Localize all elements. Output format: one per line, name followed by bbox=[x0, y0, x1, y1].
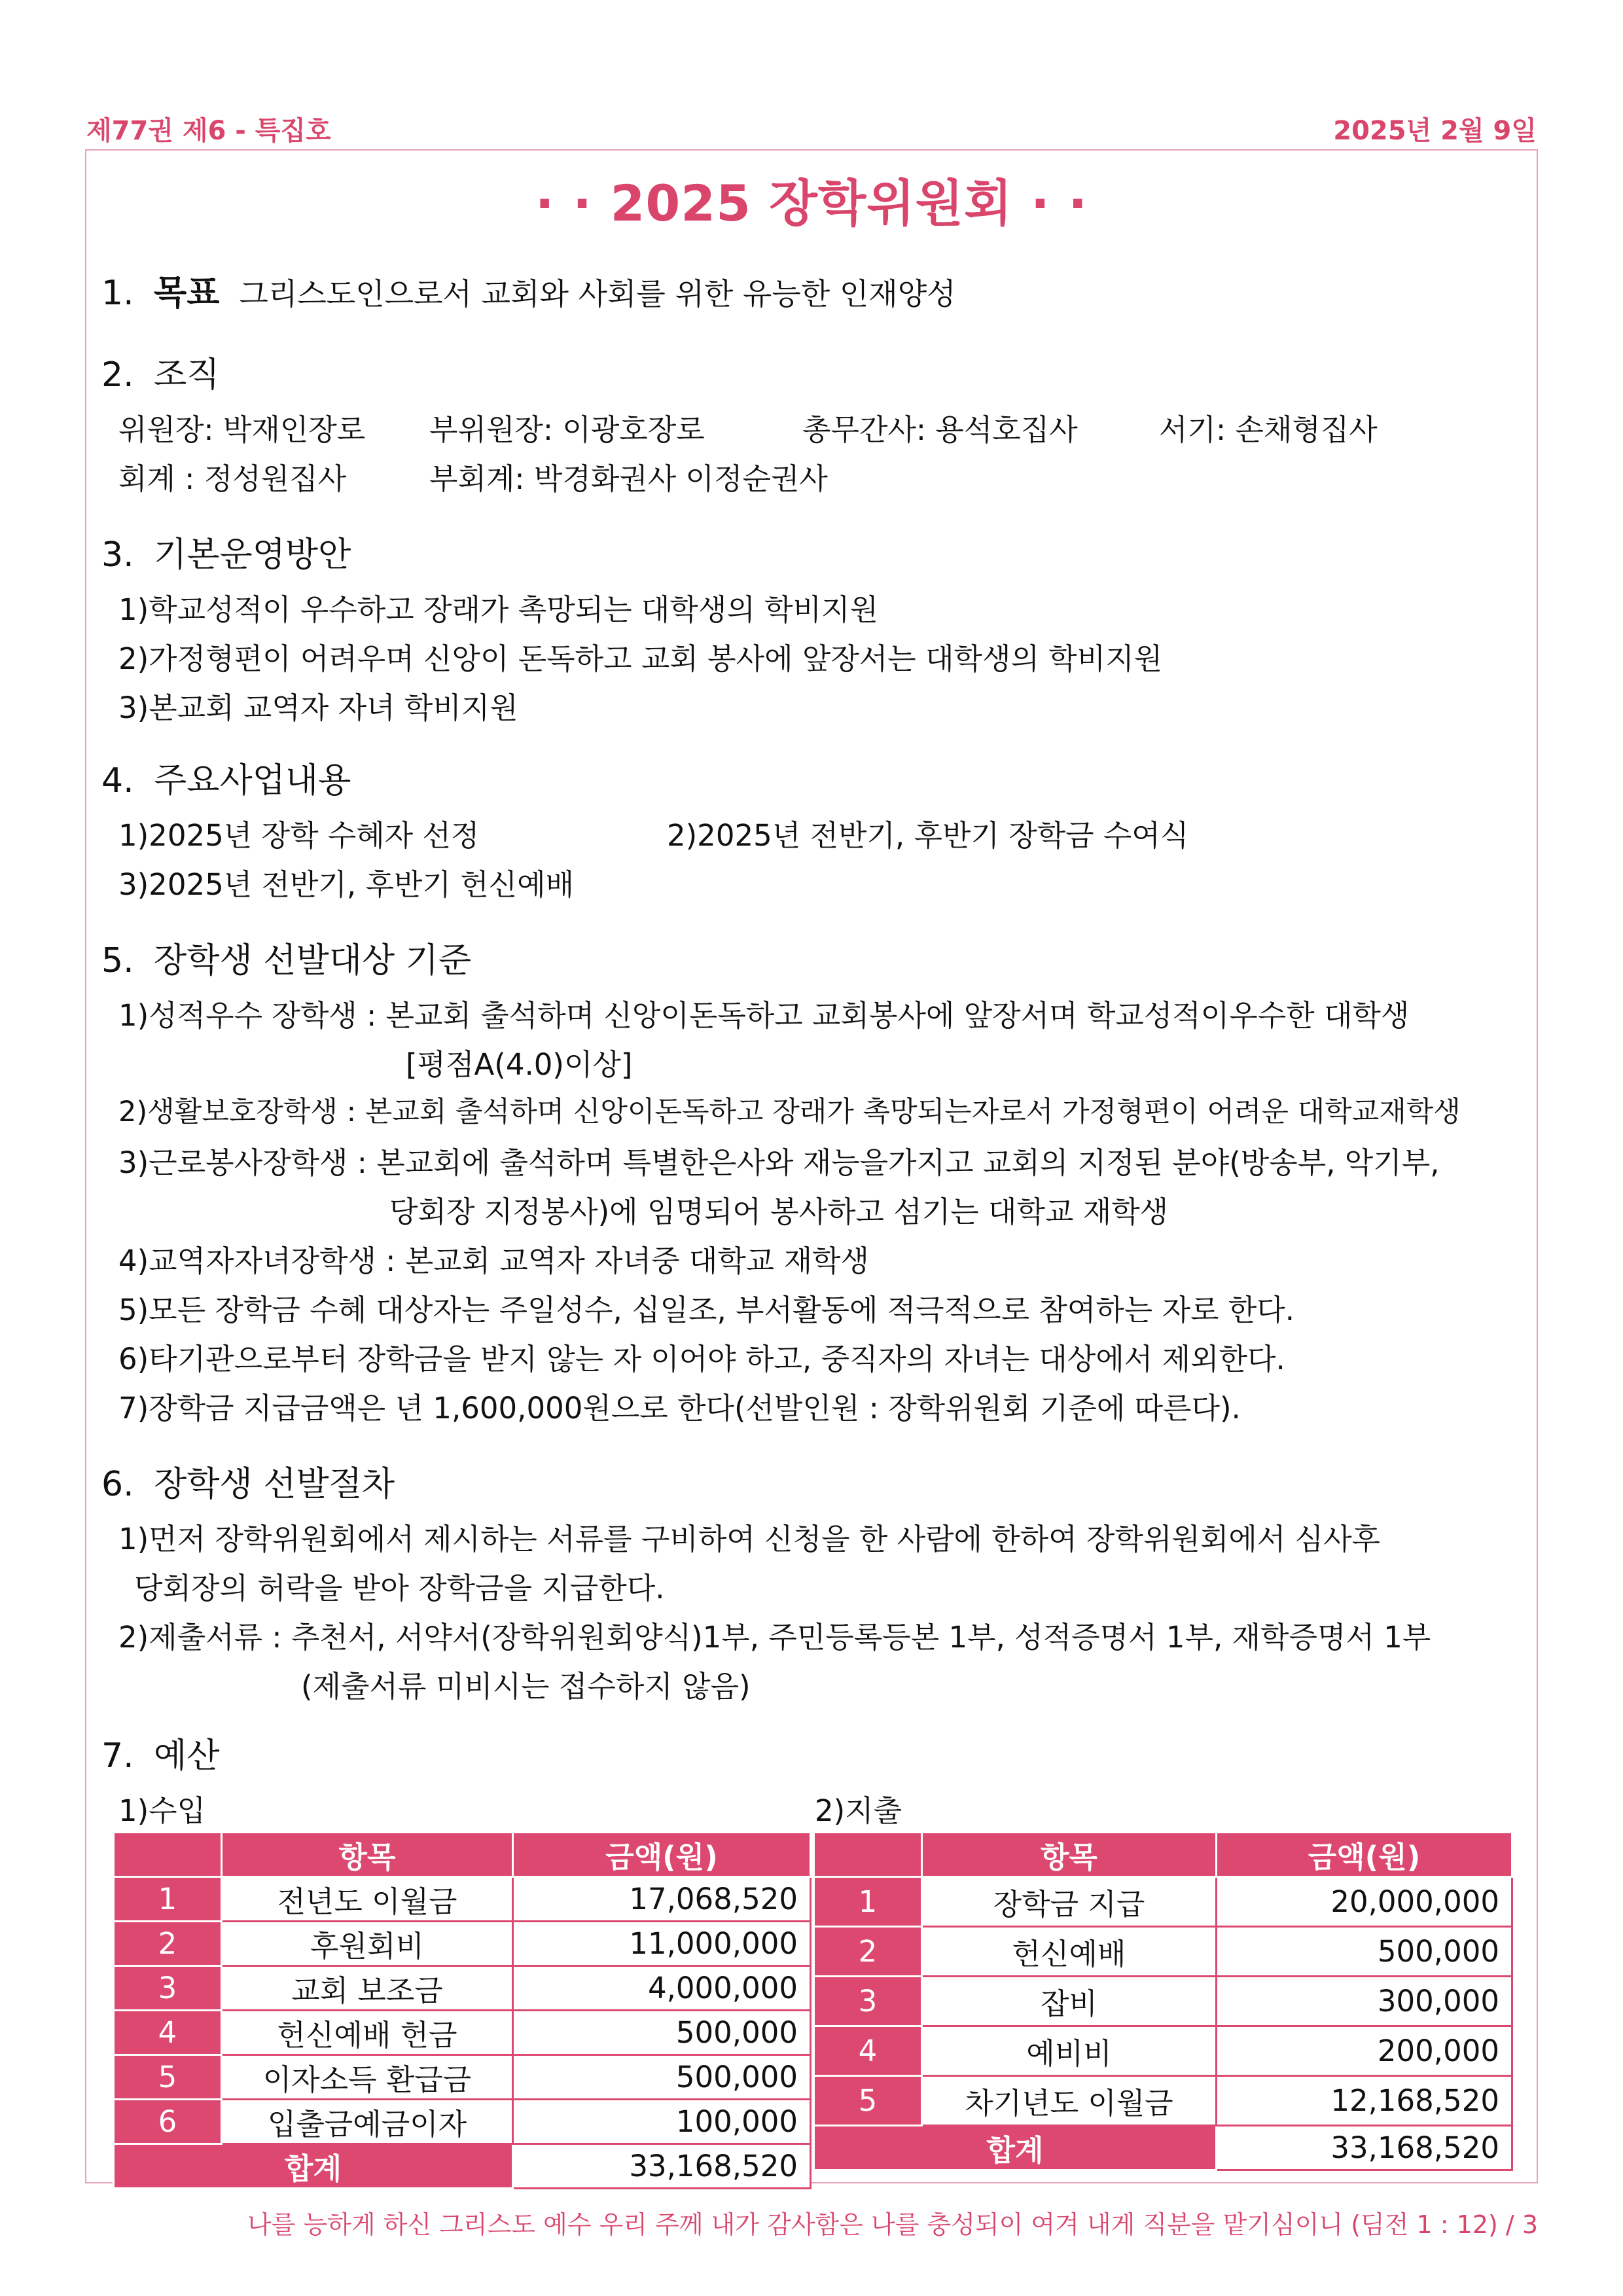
list-item: 당회장의 허락을 받아 장학금을 지급한다. bbox=[134, 1571, 665, 1605]
header-no bbox=[114, 1833, 222, 1877]
row-item: 전년도 이월금 bbox=[222, 1877, 513, 1922]
expense-table bbox=[813, 1831, 1513, 2171]
project-row-1 bbox=[118, 812, 1188, 854]
section-number: 4. bbox=[101, 761, 134, 800]
org-vice-chair: 부위원장: 이광호장로 bbox=[429, 412, 705, 447]
section-heading: 기본운영방안 bbox=[154, 535, 351, 575]
row-item: 잡비 bbox=[922, 1977, 1217, 2026]
total-row bbox=[114, 2144, 811, 2189]
org-clerk: 서기: 손채형집사 bbox=[1159, 412, 1378, 447]
header-amount: 금액(원) bbox=[1217, 1833, 1512, 1877]
income-table bbox=[113, 1831, 812, 2189]
header-item: 항목 bbox=[922, 1833, 1217, 1877]
section-heading: 목표 bbox=[154, 274, 220, 313]
row-item: 헌신예배 bbox=[922, 1927, 1217, 1977]
section-number: 2. bbox=[101, 355, 134, 395]
row-amount: 500,000 bbox=[1217, 1927, 1512, 1977]
row-amount: 200,000 bbox=[1217, 2026, 1512, 2076]
total-label: 합계 bbox=[814, 2126, 1217, 2170]
list-item: 1)먼저 장학위원회에서 제시하는 서류를 구비하여 신청을 한 사람에 한하여 장학위원회에서 심사후 bbox=[118, 1522, 1381, 1556]
header-no bbox=[814, 1833, 922, 1877]
section-heading: 주요사업내용 bbox=[154, 761, 351, 800]
row-amount: 500,000 bbox=[513, 2055, 811, 2100]
org-row-2 bbox=[118, 455, 828, 497]
table-row bbox=[814, 2026, 1512, 2076]
org-chair: 위원장: 박재인장로 bbox=[118, 412, 366, 447]
row-number: 1 bbox=[814, 1877, 922, 1927]
table-row bbox=[814, 2076, 1512, 2126]
row-number: 4 bbox=[114, 2011, 222, 2055]
goal-text: 그리스도인으로서 교회와 사회를 위한 유능한 인재양성 bbox=[239, 276, 956, 312]
row-amount: 11,000,000 bbox=[513, 1922, 811, 1966]
list-item: 1)학교성적이 우수하고 장래가 촉망되는 대학생의 학비지원 bbox=[118, 592, 878, 627]
org-row-1 bbox=[118, 406, 1378, 448]
list-item: 1)성적우수 장학생 : 본교회 출석하며 신앙이돈독하고 교회봉사에 앞장서며 학교성적이우수한 대학생 bbox=[118, 998, 1410, 1033]
row-number: 6 bbox=[114, 2100, 222, 2144]
table-header-row bbox=[114, 1833, 811, 1877]
issue-label: 제77권 제6 - 특집호 bbox=[86, 116, 331, 146]
table-row bbox=[114, 1966, 811, 2011]
row-amount: 20,000,000 bbox=[1217, 1877, 1512, 1927]
page-title: · · 2025 장학위원회 · · bbox=[535, 174, 1088, 232]
total-amount: 33,168,520 bbox=[513, 2144, 811, 2189]
table-row bbox=[114, 1877, 811, 1922]
list-item: 2)가정형편이 어려우며 신앙이 돈독하고 교회 봉사에 앞장서는 대학생의 학비지원 bbox=[118, 641, 1163, 676]
row-item: 예비비 bbox=[922, 2026, 1217, 2076]
income-label: 1)수입 bbox=[118, 1793, 206, 1828]
list-item: 3)본교회 교역자 자녀 학비지원 bbox=[118, 691, 518, 725]
expense-label: 2)지출 bbox=[815, 1793, 902, 1828]
row-item: 장학금 지급 bbox=[922, 1877, 1217, 1927]
org-treasurer: 회계 : 정성원집사 bbox=[118, 461, 347, 496]
footer-verse: 나를 능하게 하신 그리스도 예수 우리 주께 내가 감사함은 나를 충성되이 여겨 내게 직분을 맡기심이니 (딤전 1 : 12) / 3 bbox=[247, 2210, 1538, 2239]
total-amount: 33,168,520 bbox=[1217, 2126, 1512, 2170]
org-secretary-general: 총무간사: 용석호집사 bbox=[802, 412, 1078, 447]
row-item: 교회 보조금 bbox=[222, 1966, 513, 2011]
table-row bbox=[114, 1922, 811, 1966]
list-item: (제출서류 미비시는 접수하지 않음) bbox=[301, 1669, 751, 1704]
header-amount: 금액(원) bbox=[513, 1833, 811, 1877]
list-item: 5)모든 장학금 수혜 대상자는 주일성수, 십일조, 부서활동에 적극적으로 참여하는 자로 한다. bbox=[118, 1293, 1295, 1327]
section-heading: 장학생 선발절차 bbox=[154, 1465, 395, 1504]
date-label: 2025년 2월 9일 bbox=[1333, 116, 1537, 146]
row-number: 1 bbox=[114, 1877, 222, 1922]
list-item: 3)2025년 전반기, 후반기 헌신예배 bbox=[118, 867, 575, 902]
section-organization bbox=[101, 347, 219, 396]
row-number: 3 bbox=[814, 1977, 922, 2026]
table-row bbox=[814, 1877, 1512, 1927]
list-item: 2)2025년 전반기, 후반기 장학금 수여식 bbox=[667, 818, 1189, 853]
section-number: 1. bbox=[101, 274, 134, 313]
row-number: 4 bbox=[814, 2026, 922, 2076]
section-number: 7. bbox=[101, 1736, 134, 1776]
row-item: 후원회비 bbox=[222, 1922, 513, 1966]
row-number: 2 bbox=[114, 1922, 222, 1966]
org-vice-treasurer: 부회계: 박경화권사 이정순권사 bbox=[429, 461, 828, 496]
section-heading: 조직 bbox=[154, 355, 220, 395]
table-row bbox=[114, 2100, 811, 2144]
row-item: 차기년도 이월금 bbox=[922, 2076, 1217, 2126]
section-goal bbox=[101, 265, 956, 314]
table-row bbox=[814, 1977, 1512, 2026]
total-row bbox=[814, 2126, 1512, 2170]
section-number: 6. bbox=[101, 1465, 134, 1504]
row-amount: 500,000 bbox=[513, 2011, 811, 2055]
section-basic-plan bbox=[101, 527, 351, 576]
row-item: 이자소득 환급금 bbox=[222, 2055, 513, 2100]
row-amount: 300,000 bbox=[1217, 1977, 1512, 2026]
list-item: 6)타기관으로부터 장학금을 받지 않는 자 이어야 하고, 중직자의 자녀는 대상에서 제외한다. bbox=[118, 1342, 1285, 1376]
list-item: 당회장 지정봉사)에 임명되어 봉사하고 섬기는 대학교 재학생 bbox=[389, 1194, 1169, 1229]
list-item: 2)생활보호장학생 : 본교회 출석하며 신앙이돈독하고 장래가 촉망되는자로서 가정형편이 어려운 대학교재학생 bbox=[118, 1096, 1461, 1128]
section-heading: 예산 bbox=[154, 1736, 220, 1776]
section-main-projects bbox=[101, 753, 351, 802]
list-item: 4)교역자자녀장학생 : 본교회 교역자 자녀중 대학교 재학생 bbox=[118, 1244, 869, 1278]
section-budget bbox=[101, 1728, 219, 1777]
list-item: [평점A(4.0)이상] bbox=[406, 1047, 633, 1082]
row-item: 헌신예배 헌금 bbox=[222, 2011, 513, 2055]
list-item: 7)장학금 지급금액은 년 1,600,000원으로 한다(선발인원 : 장학위원회 기준에 따른다). bbox=[118, 1391, 1241, 1426]
row-number: 3 bbox=[114, 1966, 222, 2011]
total-label: 합계 bbox=[114, 2144, 513, 2189]
row-number: 2 bbox=[814, 1927, 922, 1977]
section-heading: 장학생 선발대상 기준 bbox=[154, 941, 472, 980]
table-row bbox=[814, 1927, 1512, 1977]
row-amount: 100,000 bbox=[513, 2100, 811, 2144]
section-number: 5. bbox=[101, 941, 134, 980]
header-item: 항목 bbox=[222, 1833, 513, 1877]
section-criteria bbox=[101, 933, 471, 982]
table-row bbox=[114, 2011, 811, 2055]
table-header-row bbox=[814, 1833, 1512, 1877]
section-procedure bbox=[101, 1456, 395, 1505]
row-number: 5 bbox=[114, 2055, 222, 2100]
row-amount: 12,168,520 bbox=[1217, 2076, 1512, 2126]
list-item: 3)근로봉사장학생 : 본교회에 출석하며 특별한은사와 재능을가지고 교회의 지정된 분야(방송부, 악기부, bbox=[118, 1145, 1440, 1180]
row-amount: 4,000,000 bbox=[513, 1966, 811, 2011]
row-amount: 17,068,520 bbox=[513, 1877, 811, 1922]
list-item: 1)2025년 장학 수혜자 선정 bbox=[118, 818, 480, 853]
table-row bbox=[114, 2055, 811, 2100]
list-item: 2)제출서류 : 추천서, 서약서(장학위원회양식)1부, 주민등록등본 1부, 성적증명서 1부, 재학증명서 1부 bbox=[118, 1620, 1431, 1655]
row-number: 5 bbox=[814, 2076, 922, 2126]
section-number: 3. bbox=[101, 535, 134, 575]
row-item: 입출금예금이자 bbox=[222, 2100, 513, 2144]
